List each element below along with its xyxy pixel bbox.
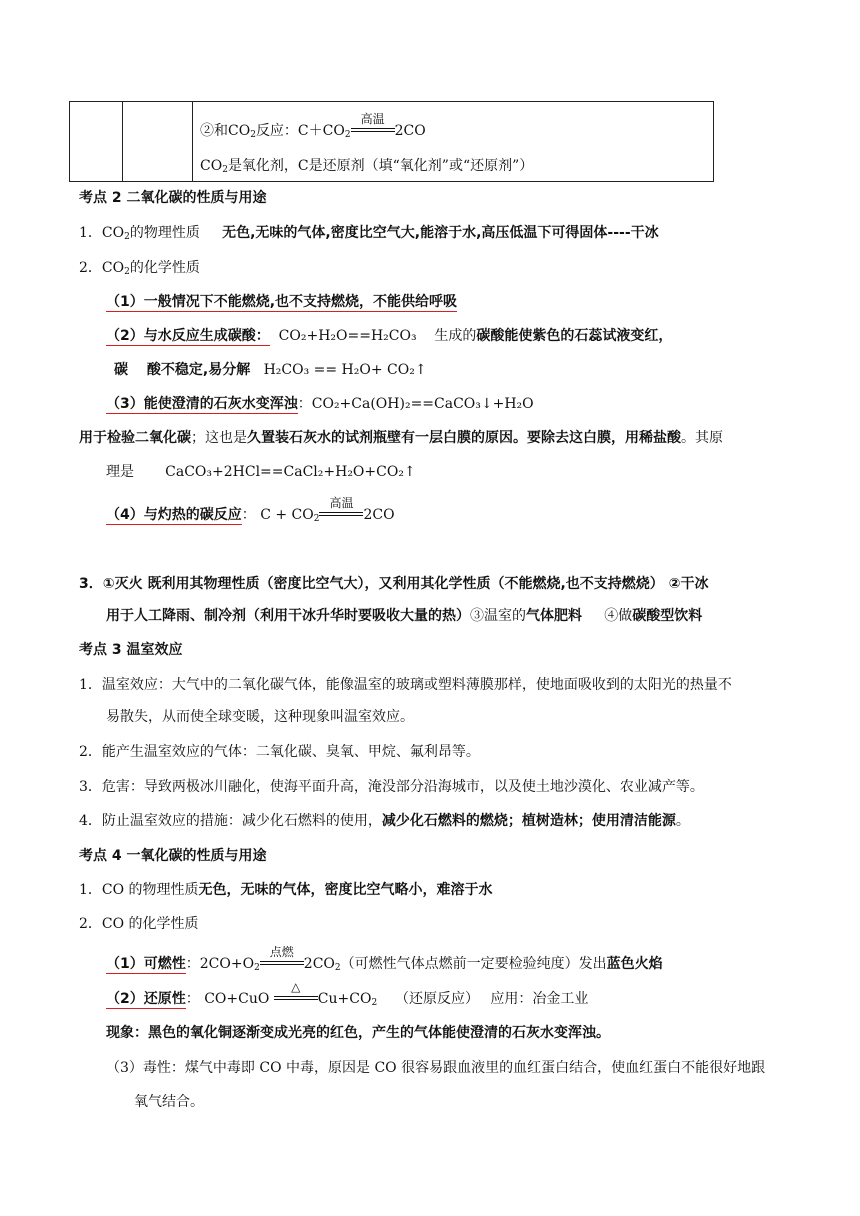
table-oxidant-line: $CO_2$是氧化剂，C是还原剂（填“氧化剂”或“还原剂”） xyxy=(200,158,534,175)
reaction-arrow: 点燃 xyxy=(260,956,304,972)
table-reaction-line: ②和$CO_2$反应：$C+CO_2$ 高温 2CO xyxy=(200,112,426,140)
limewater-removal-equation: 理是 CaCO₃+2HCl==CaCl₂+H₂O+CO₂↑ xyxy=(106,464,416,480)
section-heading: 考点 2 二氧化碳的性质与用途 xyxy=(79,190,267,206)
co-property-1: （1）可燃性：$2CO+O_2$ 点燃 $2CO_2$（可燃性气体点燃前一定要检验纯度）发出蓝色火焰 xyxy=(106,945,663,973)
section-heading: 考点 4 一氧化碳的性质与用途 xyxy=(79,848,267,864)
reaction-arrow: △ xyxy=(274,991,318,1007)
co2-physical-properties: 1．$CO_2$的物理性质 无色,无味的气体,密度比空气大,能溶于水,高压低温下可得固体----干冰 xyxy=(79,225,659,242)
reaction-arrow: 高温 xyxy=(319,507,363,523)
co-property-2: （2）还原性： CO+CuO △ $Cu+CO_2$ （还原反应） 应用：冶金工业 xyxy=(106,980,589,1008)
co2-chemical-properties-heading: 2．$CO_2$的化学性质 xyxy=(79,260,200,277)
greenhouse-prevention: 4．防止温室效应的措施：减少化石燃料的使用，减少化石燃料的燃烧；植树造林；使用清洁能源。 xyxy=(79,813,690,829)
co2-property-4: （4）与灼热的碳反应： $C + CO_2$ 高温 2CO xyxy=(106,496,395,524)
co2-property-3: （3）能使澄清的石灰水变浑浊：CO₂+Ca(OH)₂==CaCO₃↓+H₂O xyxy=(106,396,534,412)
limewater-test-line: 用于检验二氧化碳；这也是久置装石灰水的试剂瓶壁有一层白膜的原因。要除去这白膜，用稀盐酸。其原 xyxy=(79,430,723,446)
reaction-arrow: 高温 xyxy=(351,123,395,139)
greenhouse-definition-line-1: 1．温室效应：大气中的二氧化碳气体，能像温室的玻璃或塑料薄膜那样，使地面吸收到的太阳光的热量不 xyxy=(79,677,732,693)
co2-uses-line-1: 3．①灭火 既利用其物理性质（密度比空气大），又利用其化学性质（不能燃烧,也不支持燃烧） ②干冰 xyxy=(79,576,709,592)
reduction-phenomenon: 现象：黑色的氧化铜逐渐变成光亮的红色，产生的气体能使澄清的石灰水变浑浊。 xyxy=(106,1025,610,1041)
greenhouse-hazards: 3．危害：导致两极冰川融化，使海平面升高，淹没部分沿海城市，以及使土地沙漠化、农业减产等。 xyxy=(79,779,704,795)
carbonic-acid-decomposition: 碳 酸不稳定,易分解 H₂CO₃ == H₂O+ CO₂↑ xyxy=(114,362,427,378)
co-chemical-properties-heading: 2．CO 的化学性质 xyxy=(79,916,199,932)
co2-uses-line-2: 用于人工降雨、制冷剂（利用干冰升华时要吸收大量的热）③温室的气体肥料 ④做碳酸型饮料 xyxy=(106,608,703,624)
co-physical-properties: 1．CO 的物理性质无色，无味的气体，密度比空气略小，难溶于水 xyxy=(79,882,493,898)
greenhouse-definition-line-2: 易散失，从而使全球变暖，这种现象叫温室效应。 xyxy=(106,709,414,725)
co-toxicity-line-1: （3）毒性：煤气中毒即 CO 中毒，原因是 CO 很容易跟血液里的血红蛋白结合，使血红蛋白不能很好地跟 xyxy=(106,1060,766,1076)
co-toxicity-line-2: 氧气结合。 xyxy=(134,1094,204,1110)
co2-property-2: （2）与水反应生成碳酸： CO₂+H₂O==H₂CO₃ 生成的碳酸能使紫色的石蕊试液变红， xyxy=(106,328,673,344)
table-column-divider xyxy=(192,102,193,181)
table-column-divider xyxy=(122,102,123,181)
section-heading: 考点 3 温室效应 xyxy=(79,642,183,658)
co2-property-1: （1）一般情况下不能燃烧,也不支持燃烧，不能供给呼吸 xyxy=(106,294,458,310)
greenhouse-gases: 2．能产生温室效应的气体：二氧化碳、臭氧、甲烷、氟利昂等。 xyxy=(79,744,480,760)
